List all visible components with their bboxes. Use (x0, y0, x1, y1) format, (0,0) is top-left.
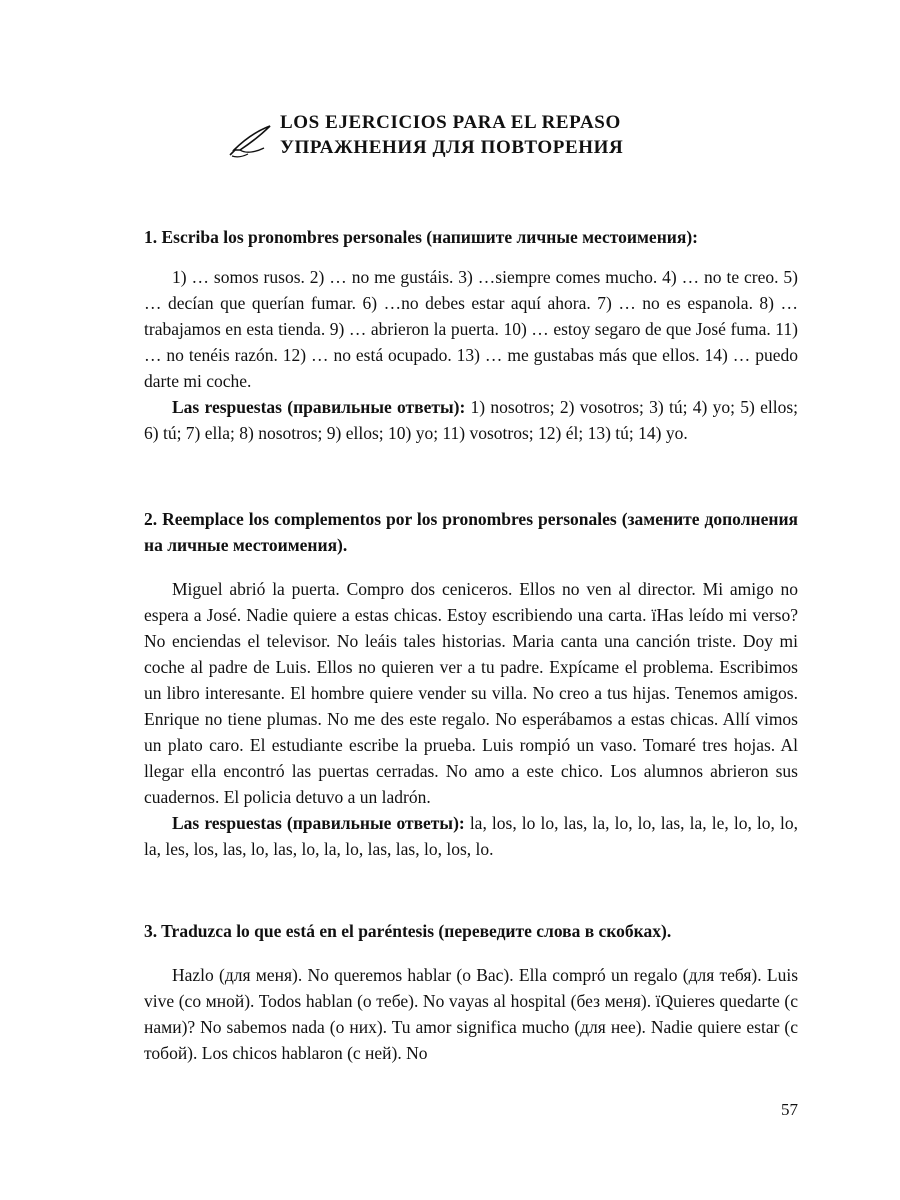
answers-label: Las respuestas (правильные ответы): (172, 813, 465, 833)
quill-pen-icon (226, 120, 274, 160)
header-title-es: LOS EJERCICIOS PARA EL REPASO (280, 112, 621, 133)
exercise-2-text: Miguel abrió la puerta. Compro dos ceniceros. Ellos no ven al director. Mi amigo no espera a José. Nadie quiere a estas chicas. Estoy escribiendo una carta. ïHas leído mi verso? No enciendas el televisor. No leáis tales historias. Maria canta una canción triste. Doy mi coche al padre de Luis. Ellos no quieren ver a tu padre. Expícame el problema. Escribimos un libro interesante. El hombre quiere vender su villa. No creo a tus hijas. Tenemos amigos. Enrique no tiene plumas. No me des este regalo. No esperábamos a estas chicas. Allí vimos un plato caro. El estudiante escribe la prueba. Luis rompió un vaso. Tomaré tres hojas. Al llegar ella encontró las puertas cerradas. No amo a este chico. Los alumnos abrieron sus cuadernos. El policia detuvo a un ladrón. (144, 579, 798, 807)
answers-label: Las respuestas (правильные ответы): (172, 397, 466, 417)
exercise-3-title: 3. Traduzca lo que está en el paréntesis (переведите слова в скобках). (144, 921, 672, 941)
exercise-1-text: 1) … somos rusos. 2) … no me gustáis. 3) …siempre comes mucho. 4) … no te creo. 5) … decían que querían fumar. 6) …no debes estar aquí ahora. 7) … no es espanola. 8) … trabajamos en esta tienda. 9) … abrieron la puerta. 10) … estoy segaro de que José fuma. 11) … no tenéis razón. 12) … no está ocupado. 13) … me gustabas más que ellos. 14) … puedo darte mi coche. (144, 267, 798, 391)
exercise-3 (144, 918, 798, 1066)
exercise-1-title: 1. Escriba los pronombres personales (напишите личные местоимения): (144, 227, 698, 247)
page-header (226, 110, 706, 170)
exercise-2-answers (144, 810, 798, 862)
header-title-ru: УПРАЖНЕНИЯ ДЛЯ ПОВТОРЕНИЯ (280, 137, 624, 158)
exercise-2 (144, 506, 798, 862)
exercise-1-answers (144, 394, 798, 446)
exercise-1 (144, 224, 798, 446)
page-number: 57 (781, 1100, 798, 1119)
answers-text: la, los, lo lo, las, la, lo, lo, las, la, le, lo, lo, lo, la, les, los, las, lo, las, lo, la, lo, las, las, lo, los, lo. (144, 813, 798, 859)
answers-text: 1) nosotros; 2) vosotros; 3) tú; 4) yo; 5) ellos; 6) tú; 7) ella; 8) nosotros; 9) ellos; 10) yo; 11) vosotros; 12) él; 13) tú; 14) yo. (144, 397, 798, 443)
exercise-3-text: Hazlo (для меня). No queremos hablar (о Вас). Ella compró un regalo (для тебя). Luis vive (со мной). Todos hablan (о тебе). No vayas al hospital (без меня). ïQuieres quedarte (с нами)? No sabemos nada (о них). Tu amor significa mucho (для нее). Nadie quiere estar (с тобой). Los chicos hablaron (с ней). No (144, 965, 798, 1063)
exercise-2-title: 2. Reemplace los complementos por los pronombres personales (замените дополнения на личные местоимения). (144, 509, 798, 555)
